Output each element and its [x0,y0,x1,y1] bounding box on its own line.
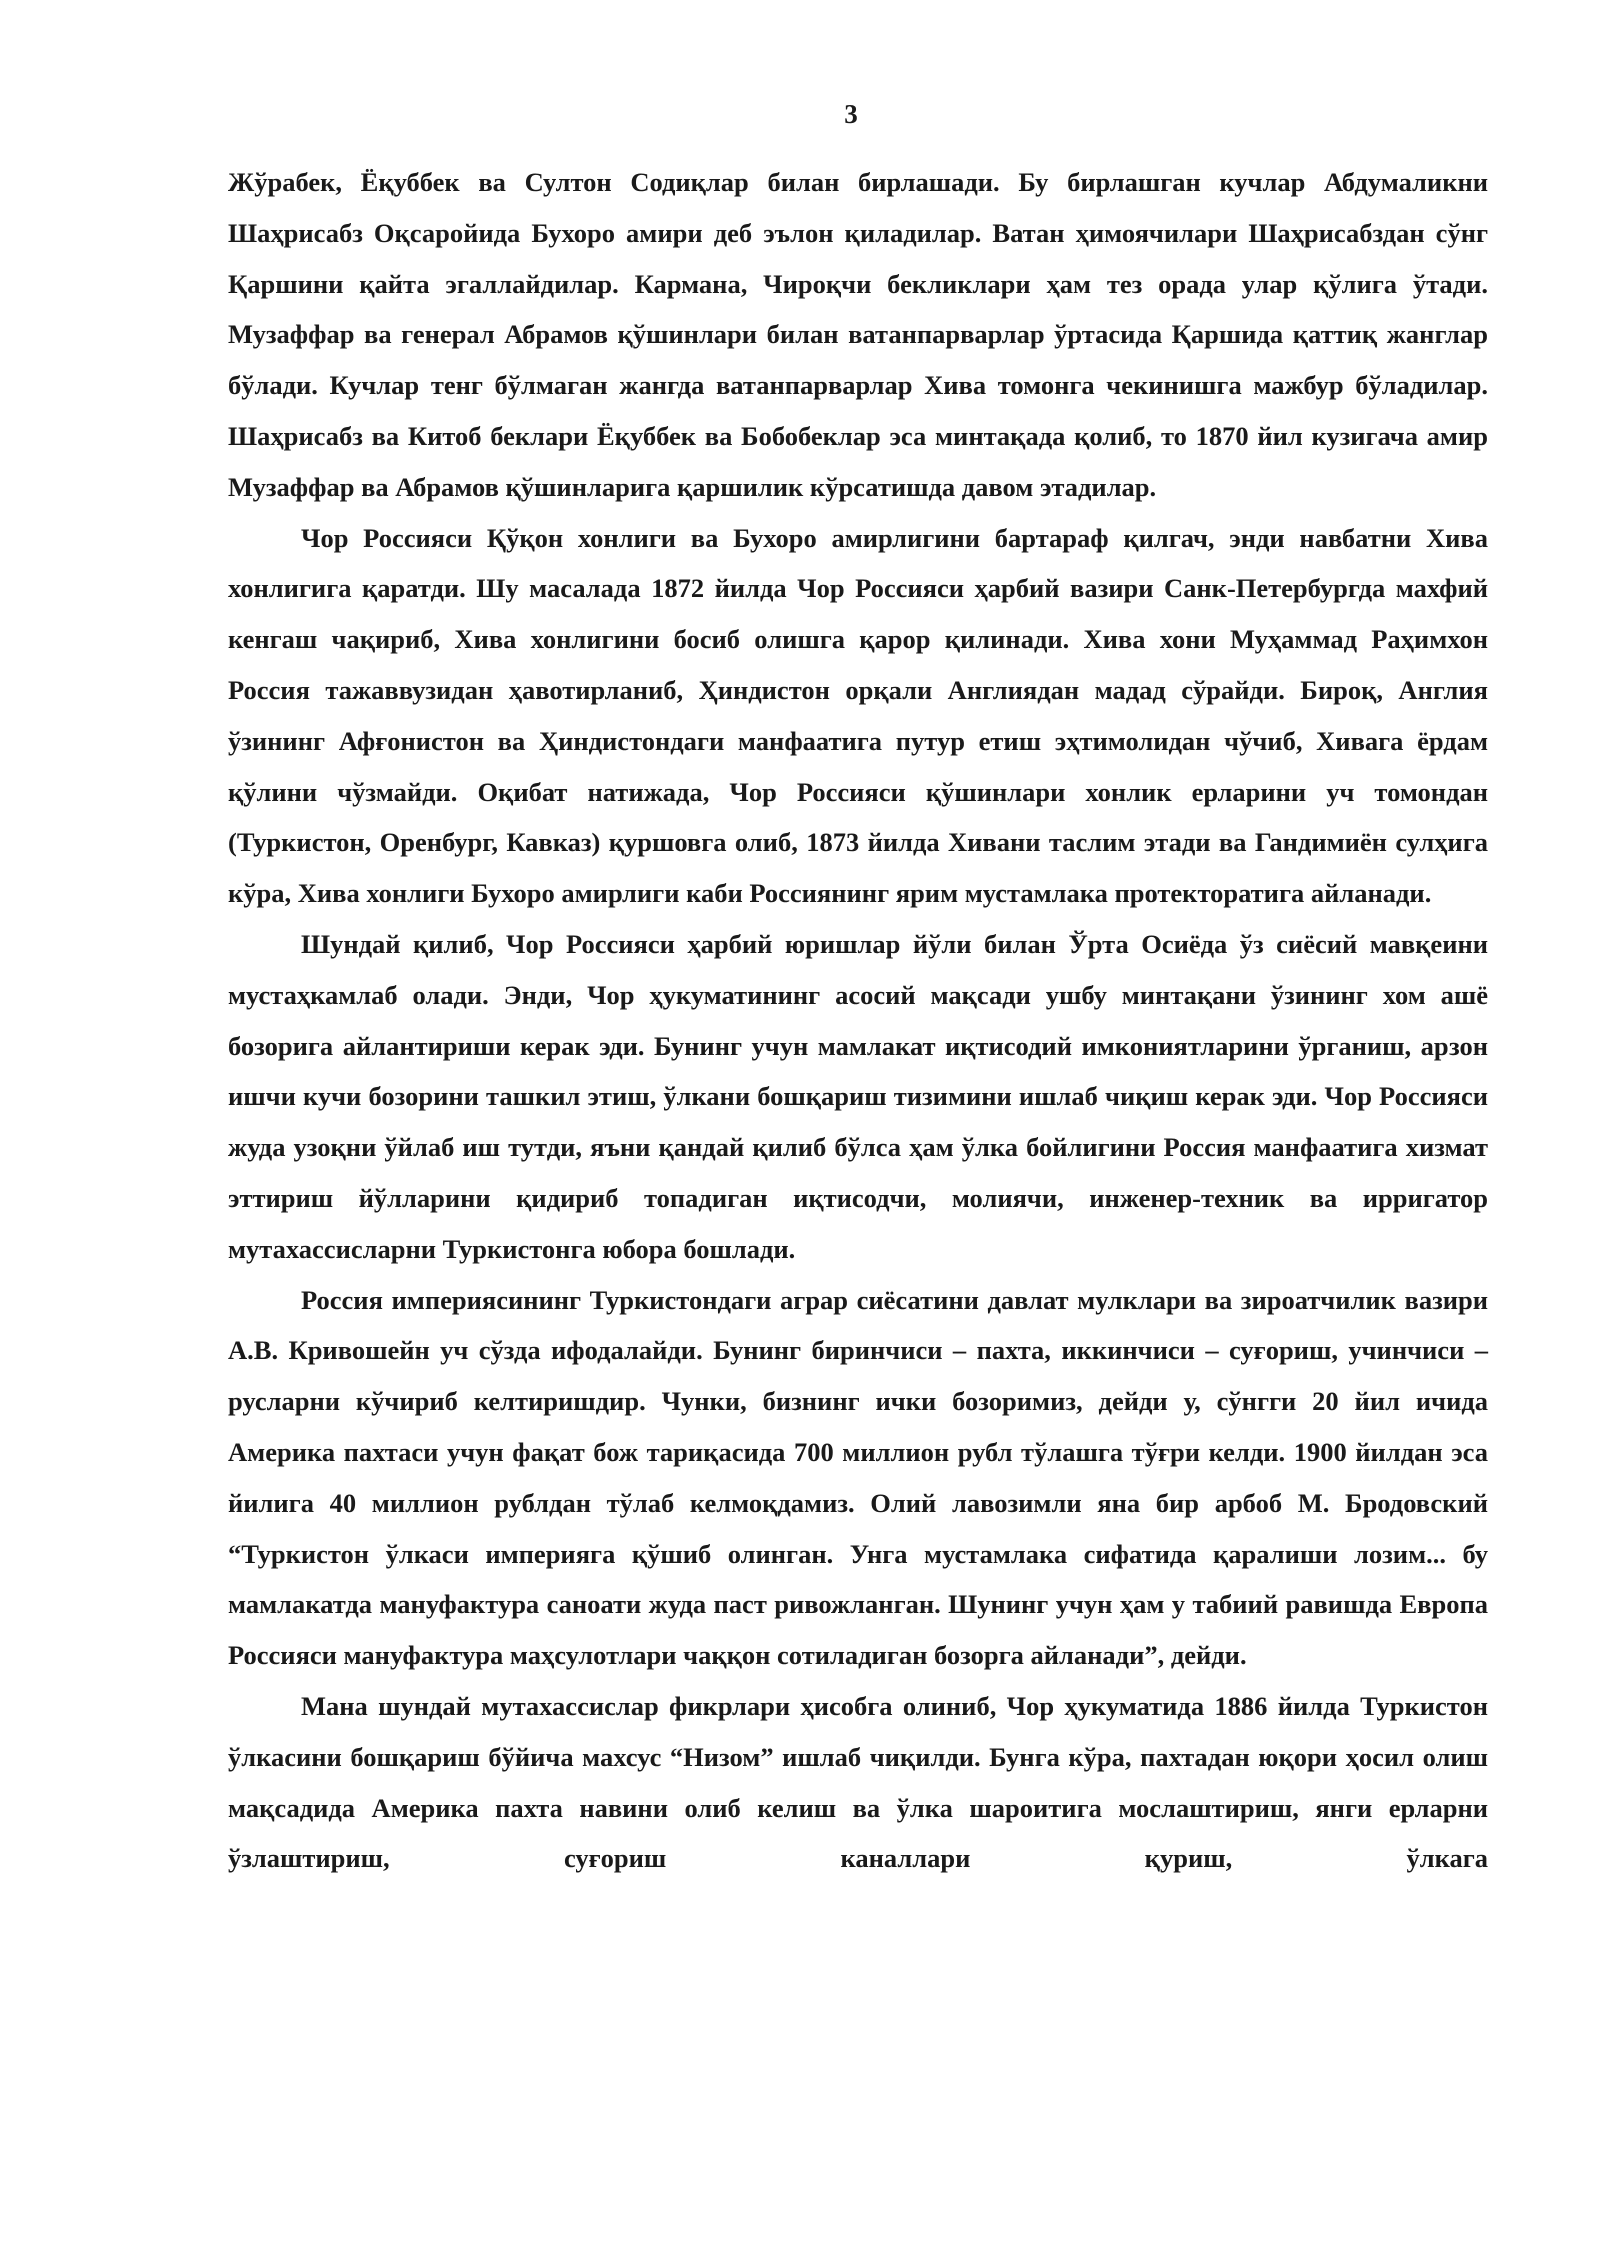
paragraph: Жўрабек, Ёқуббек ва Султон Содиқлар билан бирлашади. Бу бирлашган кучлар Абдумаликни Шаҳрисабз Оқсаройида Бухоро амири деб эълон қиладилар. Ватан ҳимоячилари Шаҳрисабздан сўнг Қаршини қайта эгаллайдилар. Кармана, Чироқчи бекликлари ҳам тез орада улар қўлига ўтади. Музаффар ва генерал Абрамов қўшинлари билан ватанпарварлар ўртасида Қаршида қаттиқ жанглар бўлади. Кучлар тенг бўлмаган жангда ватанпарварлар Хива томонга чекинишга мажбур бўладилар. Шаҳрисабз ва Китоб беклари Ёқуббек ва Бобобеклар эса минтақада қолиб, то 1870 йил кузигача амир Музаффар ва Абрамов қўшинларига қаршилик кўрсатишда давом этадилар. [228,167,1488,502]
page-number: 3 [844,99,858,129]
paragraph: Россия империясининг Туркистондаги аграр сиёсатини давлат мулклари ва зироатчилик вазири А.В. Кривошейн уч сўзда ифодалайди. Бунинг биринчиси – пахта, иккинчиси – суғориш, учинчиси – русларни кўчириб келтиришдир. Чунки, бизнинг ички бозоримиз, дейди у, сўнгги 20 йил ичида Америка пахтаси учун фақат бож тариқасида 700 миллион рубл тўлашга тўғри келди. 1900 йилдан эса йилига 40 миллион рублдан тўлаб келмоқдамиз. Олий лавозимли яна бир арбоб М. Бродовский “Туркистон ўлкаси империяга қўшиб олинган. Унга мустамлака сифатида қаралиши лозим... бу мамлакатда мануфактура саноати жуда паст ривожланган. Шунинг учун ҳам у табиий равишда Европа Россияси мануфактура маҳсулотлари чаққон сотиладиган бозорга айланади”, дейди. [228,1284,1488,1671]
paragraph: Чор Россияси Қўқон хонлиги ва Бухоро амирлигини бартараф қилгач, энди навбатни Хива хонлигига қаратди. Шу масалада 1872 йилда Чор Россияси ҳарбий вазири Санк-Петербургда махфий кенгаш чақириб, Хива хонлигини босиб олишга қарор қилинади. Хива хони Муҳаммад Раҳимхон Россия тажаввузидан ҳавотирланиб, Ҳиндистон орқали Англиядан мадад сўрайди. Бироқ, Англия ўзининг Афғонистон ва Ҳиндистондаги манфаатига путур етиш эҳтимолидан чўчиб, Хивага ёрдам қўлини чўзмайди. Оқибат натижада, Чор Россияси қўшинлари хонлик ерларини уч томондан (Туркистон, Оренбург, Кавказ) қуршовга олиб, 1873 йилда Хивани таслим этади ва Гандимиён сулҳига кўра, Хива хонлиги Бухоро амирлиги каби Россиянинг ярим мустамлака протекторатига айланади. [228,522,1488,909]
body-text [228,157,1488,1884]
paragraph: Шундай қилиб, Чор Россияси ҳарбий юришлар йўли билан Ўрта Осиёда ўз сиёсий мавқеини мустаҳкамлаб олади. Энди, Чор ҳукуматининг асосий мақсади ушбу минтақани ўзининг хом ашё бозорига айлантириши керак эди. Бунинг учун мамлакат иқтисодий имкониятларини ўрганиш, арзон ишчи кучи бозорини ташкил этиш, ўлкани бошқариш тизимини ишлаб чиқиш керак эди. Чор Россияси жуда узоқни ўйлаб иш тутди, яъни қандай қилиб бўлса ҳам ўлка бойлигини Россия манфаатига хизмат эттириш йўлларини қидириб топадиган иқтисодчи, молиячи, инженер-техник ва ирригатор мутахассисларни Туркистонга юбора бошлади. [228,928,1488,1264]
paragraph: Мана шундай мутахассислар фикрлари ҳисобга олиниб, Чор ҳукуматида 1886 йилда Туркистон ўлкасини бошқариш бўйича махсус “Низом” ишлаб чиқилди. Бунга кўра, пахтадан юқори ҳосил олиш мақсадида Америка пахта навини олиб келиш ва ўлка шароитига мослаштириш, янги ерларни ўзлаштириш, суғориш каналлари қуриш, ўлкага [228,1690,1488,1874]
